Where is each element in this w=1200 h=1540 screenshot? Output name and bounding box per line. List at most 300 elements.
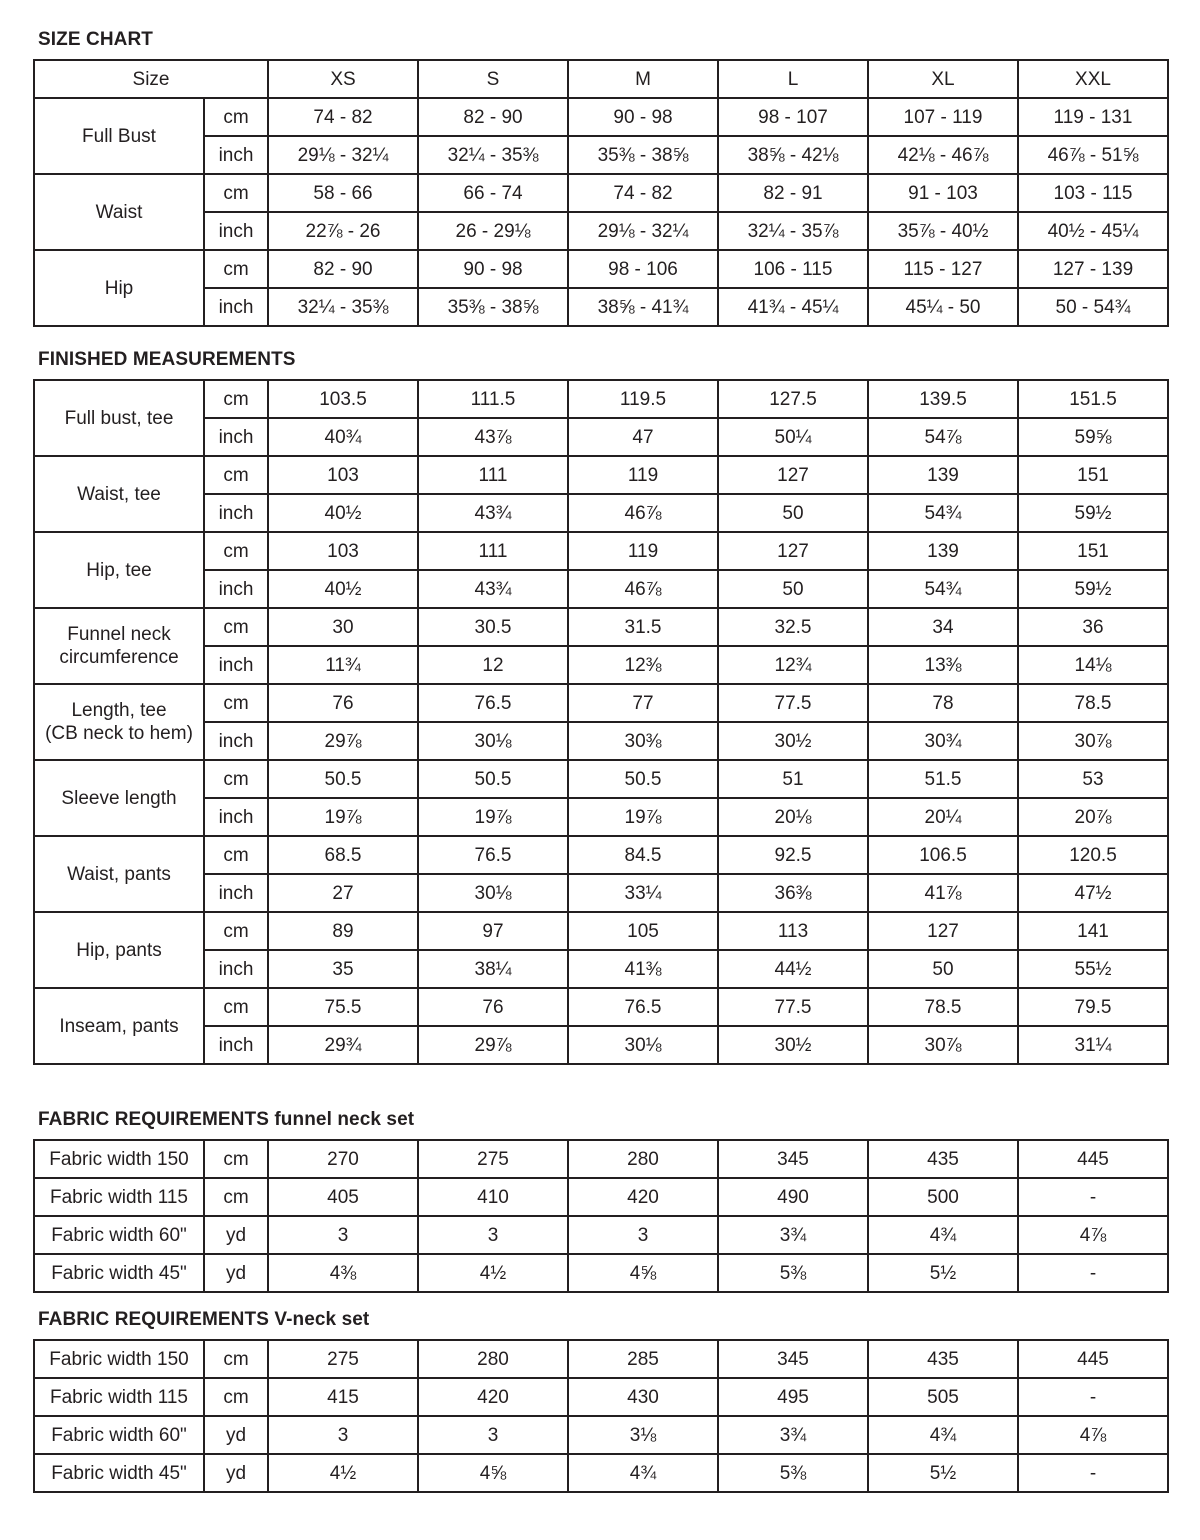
- value-cell: 12¾: [718, 646, 868, 684]
- value-cell: 151: [1018, 456, 1168, 494]
- value-cell: 12: [418, 646, 568, 684]
- value-cell: 345: [718, 1340, 868, 1378]
- measurement-row: [34, 418, 1168, 456]
- value-cell: 4⅞: [1018, 1216, 1168, 1254]
- measurement-row: [34, 608, 1168, 646]
- value-cell: 111: [418, 456, 568, 494]
- unit-cell: yd: [204, 1216, 268, 1254]
- row-label: Hip: [34, 250, 204, 326]
- value-cell: 5⅜: [718, 1454, 868, 1492]
- value-cell: 275: [268, 1340, 418, 1378]
- value-cell: 127: [718, 456, 868, 494]
- value-cell: 115 - 127: [868, 250, 1018, 288]
- value-cell: 106 - 115: [718, 250, 868, 288]
- value-cell: 77.5: [718, 988, 868, 1026]
- measurement-row: [34, 570, 1168, 608]
- fabric-funnel-title-main: FABRIC REQUIREMENTS: [38, 1109, 269, 1130]
- value-cell: 30⅛: [568, 1026, 718, 1064]
- value-cell: 29⅛ - 32¼: [268, 136, 418, 174]
- unit-cell: yd: [204, 1416, 268, 1454]
- unit-cell: cm: [204, 684, 268, 722]
- row-label: Inseam, pants: [34, 988, 204, 1064]
- value-cell: 435: [868, 1140, 1018, 1178]
- fabric-funnel-table: [33, 1139, 1169, 1293]
- fabric-row: [34, 1216, 1168, 1254]
- row-label: Fabric width 45": [34, 1454, 204, 1492]
- value-cell: 3: [568, 1216, 718, 1254]
- value-cell: 113: [718, 912, 868, 950]
- value-cell: 495: [718, 1378, 868, 1416]
- unit-cell: cm: [204, 1178, 268, 1216]
- value-cell: 5½: [868, 1254, 1018, 1292]
- value-cell: 55½: [1018, 950, 1168, 988]
- value-cell: 119 - 131: [1018, 98, 1168, 136]
- value-cell: 4½: [418, 1254, 568, 1292]
- value-cell: 40½: [268, 570, 418, 608]
- value-cell: 34: [868, 608, 1018, 646]
- value-cell: 38⅝ - 41¾: [568, 288, 718, 326]
- value-cell: 4⅝: [418, 1454, 568, 1492]
- unit-cell: inch: [204, 212, 268, 250]
- value-cell: 82 - 91: [718, 174, 868, 212]
- value-cell: 51.5: [868, 760, 1018, 798]
- value-cell: 29⅞: [268, 722, 418, 760]
- unit-cell: cm: [204, 98, 268, 136]
- value-cell: 3: [418, 1416, 568, 1454]
- value-cell: 107 - 119: [868, 98, 1018, 136]
- row-label-line: circumference: [59, 647, 179, 668]
- value-cell: 46⅞ - 51⅝: [1018, 136, 1168, 174]
- value-cell: 50: [718, 494, 868, 532]
- value-cell: 43⅞: [418, 418, 568, 456]
- measurement-row: [34, 250, 1168, 288]
- value-cell: 78: [868, 684, 1018, 722]
- value-cell: 59½: [1018, 494, 1168, 532]
- value-cell: 285: [568, 1340, 718, 1378]
- row-label: Fabric width 115: [34, 1178, 204, 1216]
- unit-cell: cm: [204, 532, 268, 570]
- row-label: Fabric width 150: [34, 1140, 204, 1178]
- row-label-line: Length, tee: [71, 700, 167, 721]
- size-header-row: [34, 60, 1168, 98]
- row-label: Full bust, tee: [34, 380, 204, 456]
- value-cell: 76.5: [568, 988, 718, 1026]
- value-cell: 59½: [1018, 570, 1168, 608]
- row-label: Fabric width 150: [34, 1340, 204, 1378]
- size-chart-title: SIZE CHART: [38, 29, 153, 50]
- value-cell: 12⅜: [568, 646, 718, 684]
- value-cell: 77: [568, 684, 718, 722]
- row-label-line: (CB neck to hem): [45, 723, 193, 744]
- value-cell: 50.5: [268, 760, 418, 798]
- measurement-row: [34, 532, 1168, 570]
- value-cell: 97: [418, 912, 568, 950]
- value-cell: 14⅛: [1018, 646, 1168, 684]
- value-cell: 58 - 66: [268, 174, 418, 212]
- value-cell: 151: [1018, 532, 1168, 570]
- value-cell: 77.5: [718, 684, 868, 722]
- value-cell: 43¾: [418, 494, 568, 532]
- value-cell: 3: [418, 1216, 568, 1254]
- measurement-row: [34, 722, 1168, 760]
- value-cell: 33¼: [568, 874, 718, 912]
- unit-cell: cm: [204, 760, 268, 798]
- value-cell: 103: [268, 456, 418, 494]
- value-cell: 46⅞: [568, 494, 718, 532]
- value-cell: 26 - 29⅛: [418, 212, 568, 250]
- value-cell: 74 - 82: [568, 174, 718, 212]
- value-cell: 31.5: [568, 608, 718, 646]
- value-cell: 92.5: [718, 836, 868, 874]
- value-cell: 4¾: [868, 1216, 1018, 1254]
- value-cell: 59⅝: [1018, 418, 1168, 456]
- value-cell: 47: [568, 418, 718, 456]
- value-cell: 42⅛ - 46⅞: [868, 136, 1018, 174]
- value-cell: 50: [718, 570, 868, 608]
- measurement-row: [34, 760, 1168, 798]
- value-cell: 139: [868, 456, 1018, 494]
- value-cell: 19⅞: [418, 798, 568, 836]
- fabric-row: [34, 1178, 1168, 1216]
- value-cell: 76.5: [418, 684, 568, 722]
- value-cell: 127: [718, 532, 868, 570]
- row-label: Waist: [34, 174, 204, 250]
- value-cell: 119.5: [568, 380, 718, 418]
- value-cell: 98 - 106: [568, 250, 718, 288]
- value-cell: 19⅞: [568, 798, 718, 836]
- value-cell: 47½: [1018, 874, 1168, 912]
- measurement-row: [34, 874, 1168, 912]
- size-label: XL: [868, 60, 1018, 98]
- value-cell: 29¾: [268, 1026, 418, 1064]
- row-label: Hip, pants: [34, 912, 204, 988]
- unit-cell: inch: [204, 646, 268, 684]
- measurement-row: [34, 950, 1168, 988]
- value-cell: 141: [1018, 912, 1168, 950]
- value-cell: 119: [568, 456, 718, 494]
- row-label-line: Funnel neck: [67, 624, 171, 645]
- value-cell: 139.5: [868, 380, 1018, 418]
- value-cell: 32.5: [718, 608, 868, 646]
- fabric-row: [34, 1454, 1168, 1492]
- value-cell: 35: [268, 950, 418, 988]
- value-cell: 127 - 139: [1018, 250, 1168, 288]
- unit-cell: cm: [204, 912, 268, 950]
- value-cell: 54¾: [868, 494, 1018, 532]
- row-label: Waist, tee: [34, 456, 204, 532]
- measurement-row: [34, 912, 1168, 950]
- finished-measurements-title: FINISHED MEASUREMENTS: [38, 349, 296, 370]
- value-cell: 4⅜: [268, 1254, 418, 1292]
- value-cell: 41⅜: [568, 950, 718, 988]
- value-cell: 29⅛ - 32¼: [568, 212, 718, 250]
- value-cell: 4½: [268, 1454, 418, 1492]
- value-cell: 40¾: [268, 418, 418, 456]
- unit-cell: cm: [204, 836, 268, 874]
- value-cell: 3: [268, 1216, 418, 1254]
- unit-cell: inch: [204, 570, 268, 608]
- size-label: XXL: [1018, 60, 1168, 98]
- value-cell: 51: [718, 760, 868, 798]
- value-cell: 410: [418, 1178, 568, 1216]
- unit-cell: cm: [204, 174, 268, 212]
- value-cell: 31¼: [1018, 1026, 1168, 1064]
- value-cell: 43¾: [418, 570, 568, 608]
- value-cell: -: [1018, 1178, 1168, 1216]
- unit-cell: cm: [204, 456, 268, 494]
- value-cell: 27: [268, 874, 418, 912]
- value-cell: 30⅛: [418, 874, 568, 912]
- value-cell: 127: [868, 912, 1018, 950]
- unit-cell: cm: [204, 1378, 268, 1416]
- fabric-vneck-table: [33, 1339, 1169, 1493]
- value-cell: 35⅜ - 38⅝: [568, 136, 718, 174]
- row-label: Fabric width 45": [34, 1254, 204, 1292]
- unit-cell: inch: [204, 722, 268, 760]
- measurement-row: [34, 494, 1168, 532]
- measurement-row: [34, 836, 1168, 874]
- row-label: Fabric width 60": [34, 1416, 204, 1454]
- unit-cell: cm: [204, 988, 268, 1026]
- value-cell: 29⅞: [418, 1026, 568, 1064]
- value-cell: 3: [268, 1416, 418, 1454]
- unit-cell: cm: [204, 380, 268, 418]
- value-cell: 41⅞: [868, 874, 1018, 912]
- finished-measurements-table: [33, 379, 1169, 1065]
- value-cell: 68.5: [268, 836, 418, 874]
- fabric-row: [34, 1140, 1168, 1178]
- value-cell: 105: [568, 912, 718, 950]
- value-cell: 40½ - 45¼: [1018, 212, 1168, 250]
- value-cell: 111.5: [418, 380, 568, 418]
- fabric-funnel-title: [38, 1100, 414, 1140]
- unit-cell: inch: [204, 288, 268, 326]
- value-cell: 345: [718, 1140, 868, 1178]
- value-cell: 36: [1018, 608, 1168, 646]
- fabric-vneck-title: [38, 1300, 369, 1340]
- measurement-row: [34, 456, 1168, 494]
- value-cell: 32¼ - 35⅜: [418, 136, 568, 174]
- fabric-row: [34, 1340, 1168, 1378]
- value-cell: 127.5: [718, 380, 868, 418]
- value-cell: 54¾: [868, 570, 1018, 608]
- value-cell: 415: [268, 1378, 418, 1416]
- value-cell: 445: [1018, 1140, 1168, 1178]
- value-cell: 74 - 82: [268, 98, 418, 136]
- value-cell: 103 - 115: [1018, 174, 1168, 212]
- size-label: S: [418, 60, 568, 98]
- value-cell: 106.5: [868, 836, 1018, 874]
- value-cell: 3¾: [718, 1216, 868, 1254]
- value-cell: 505: [868, 1378, 1018, 1416]
- value-cell: 30½: [718, 1026, 868, 1064]
- value-cell: 280: [568, 1140, 718, 1178]
- value-cell: 90 - 98: [418, 250, 568, 288]
- value-cell: 13⅜: [868, 646, 1018, 684]
- value-cell: 5⅜: [718, 1254, 868, 1292]
- value-cell: 35⅜ - 38⅝: [418, 288, 568, 326]
- value-cell: 30¾: [868, 722, 1018, 760]
- value-cell: 270: [268, 1140, 418, 1178]
- unit-cell: cm: [204, 1340, 268, 1378]
- fabric-row: [34, 1254, 1168, 1292]
- value-cell: 90 - 98: [568, 98, 718, 136]
- value-cell: 50: [868, 950, 1018, 988]
- row-label: Hip, tee: [34, 532, 204, 608]
- value-cell: 119: [568, 532, 718, 570]
- size-label: L: [718, 60, 868, 98]
- unit-cell: cm: [204, 1140, 268, 1178]
- value-cell: -: [1018, 1254, 1168, 1292]
- value-cell: 50.5: [568, 760, 718, 798]
- value-cell: 30⅜: [568, 722, 718, 760]
- value-cell: 30⅞: [868, 1026, 1018, 1064]
- value-cell: 89: [268, 912, 418, 950]
- value-cell: 32¼ - 35⅞: [718, 212, 868, 250]
- value-cell: 66 - 74: [418, 174, 568, 212]
- value-cell: 50.5: [418, 760, 568, 798]
- value-cell: 19⅞: [268, 798, 418, 836]
- value-cell: 46⅞: [568, 570, 718, 608]
- value-cell: 38¼: [418, 950, 568, 988]
- value-cell: 98 - 107: [718, 98, 868, 136]
- value-cell: 420: [568, 1178, 718, 1216]
- value-cell: 54⅞: [868, 418, 1018, 456]
- value-cell: 445: [1018, 1340, 1168, 1378]
- measurement-row: [34, 646, 1168, 684]
- measurement-row: [34, 98, 1168, 136]
- value-cell: 76.5: [418, 836, 568, 874]
- size-chart-table: [33, 59, 1169, 327]
- unit-cell: inch: [204, 494, 268, 532]
- unit-cell: inch: [204, 1026, 268, 1064]
- value-cell: 103: [268, 532, 418, 570]
- fabric-funnel-title-sub: funnel neck set: [274, 1109, 415, 1130]
- unit-cell: inch: [204, 874, 268, 912]
- value-cell: 4⅝: [568, 1254, 718, 1292]
- fabric-vneck-title-sub: V-neck set: [274, 1309, 370, 1330]
- value-cell: -: [1018, 1454, 1168, 1492]
- value-cell: 36⅜: [718, 874, 868, 912]
- value-cell: 82 - 90: [418, 98, 568, 136]
- fabric-row: [34, 1378, 1168, 1416]
- measurement-row: [34, 288, 1168, 326]
- unit-cell: inch: [204, 136, 268, 174]
- value-cell: 53: [1018, 760, 1168, 798]
- value-cell: 30.5: [418, 608, 568, 646]
- unit-cell: yd: [204, 1254, 268, 1292]
- value-cell: 275: [418, 1140, 568, 1178]
- fabric-vneck-title-main: FABRIC REQUIREMENTS: [38, 1309, 269, 1330]
- value-cell: 500: [868, 1178, 1018, 1216]
- size-header-cell: Size: [34, 60, 268, 98]
- value-cell: 84.5: [568, 836, 718, 874]
- value-cell: 30: [268, 608, 418, 646]
- value-cell: 490: [718, 1178, 868, 1216]
- measurement-row: [34, 136, 1168, 174]
- value-cell: 45¼ - 50: [868, 288, 1018, 326]
- value-cell: 30⅛: [418, 722, 568, 760]
- unit-cell: yd: [204, 1454, 268, 1492]
- measurement-row: [34, 174, 1168, 212]
- value-cell: 32¼ - 35⅜: [268, 288, 418, 326]
- value-cell: -: [1018, 1378, 1168, 1416]
- value-cell: 120.5: [1018, 836, 1168, 874]
- value-cell: 40½: [268, 494, 418, 532]
- measurement-row: [34, 380, 1168, 418]
- size-label: XS: [268, 60, 418, 98]
- value-cell: 20⅛: [718, 798, 868, 836]
- value-cell: 79.5: [1018, 988, 1168, 1026]
- measurement-row: [34, 1026, 1168, 1064]
- measurement-row: [34, 798, 1168, 836]
- value-cell: 11¾: [268, 646, 418, 684]
- unit-cell: cm: [204, 608, 268, 646]
- value-cell: 44½: [718, 950, 868, 988]
- measurement-row: [34, 988, 1168, 1026]
- value-cell: 420: [418, 1378, 568, 1416]
- value-cell: 50 - 54¾: [1018, 288, 1168, 326]
- value-cell: 4⅞: [1018, 1416, 1168, 1454]
- measurement-row: [34, 684, 1168, 722]
- value-cell: 50¼: [718, 418, 868, 456]
- row-label: [34, 608, 204, 684]
- row-label: Full Bust: [34, 98, 204, 174]
- value-cell: 280: [418, 1340, 568, 1378]
- value-cell: 30⅞: [1018, 722, 1168, 760]
- value-cell: 4¾: [868, 1416, 1018, 1454]
- unit-cell: inch: [204, 418, 268, 456]
- unit-cell: cm: [204, 250, 268, 288]
- row-label: Waist, pants: [34, 836, 204, 912]
- value-cell: 430: [568, 1378, 718, 1416]
- row-label: [34, 684, 204, 760]
- value-cell: 76: [418, 988, 568, 1026]
- value-cell: 139: [868, 532, 1018, 570]
- value-cell: 5½: [868, 1454, 1018, 1492]
- value-cell: 41¾ - 45¼: [718, 288, 868, 326]
- value-cell: 3⅛: [568, 1416, 718, 1454]
- value-cell: 78.5: [868, 988, 1018, 1026]
- unit-cell: inch: [204, 798, 268, 836]
- value-cell: 103.5: [268, 380, 418, 418]
- measurement-row: [34, 212, 1168, 250]
- value-cell: 405: [268, 1178, 418, 1216]
- value-cell: 435: [868, 1340, 1018, 1378]
- value-cell: 78.5: [1018, 684, 1168, 722]
- value-cell: 20¼: [868, 798, 1018, 836]
- row-label: Fabric width 115: [34, 1378, 204, 1416]
- fabric-row: [34, 1416, 1168, 1454]
- value-cell: 38⅝ - 42⅛: [718, 136, 868, 174]
- value-cell: 111: [418, 532, 568, 570]
- value-cell: 20⅞: [1018, 798, 1168, 836]
- row-label: Fabric width 60": [34, 1216, 204, 1254]
- row-label: Sleeve length: [34, 760, 204, 836]
- value-cell: 151.5: [1018, 380, 1168, 418]
- value-cell: 30½: [718, 722, 868, 760]
- size-label: M: [568, 60, 718, 98]
- value-cell: 35⅞ - 40½: [868, 212, 1018, 250]
- value-cell: 4¾: [568, 1454, 718, 1492]
- value-cell: 3¾: [718, 1416, 868, 1454]
- value-cell: 22⅞ - 26: [268, 212, 418, 250]
- value-cell: 91 - 103: [868, 174, 1018, 212]
- value-cell: 75.5: [268, 988, 418, 1026]
- unit-cell: inch: [204, 950, 268, 988]
- value-cell: 82 - 90: [268, 250, 418, 288]
- value-cell: 76: [268, 684, 418, 722]
